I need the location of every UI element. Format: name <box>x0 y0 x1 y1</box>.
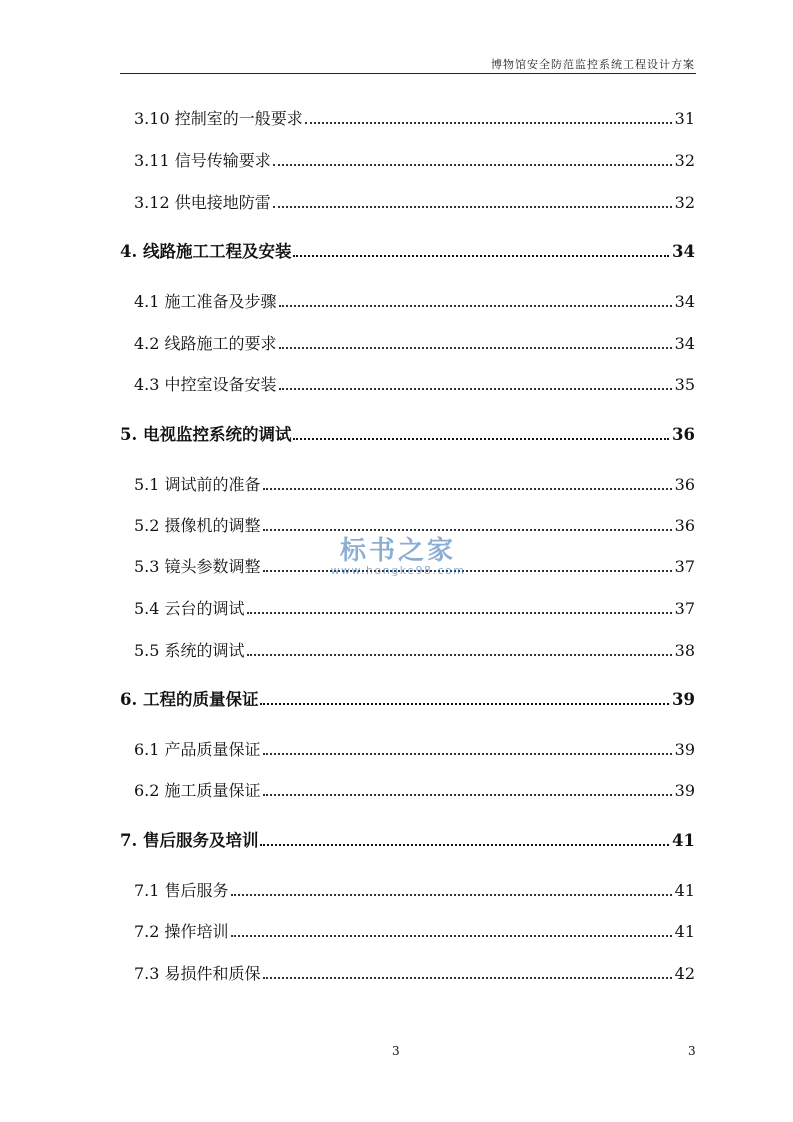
toc-entry-page: 36 <box>674 475 695 494</box>
toc-entry-page: 37 <box>674 599 695 618</box>
toc-entry-page: 34 <box>674 334 695 353</box>
toc-leader-dots <box>263 977 672 979</box>
page-number-center: 3 <box>392 1044 400 1058</box>
toc-leader-dots <box>247 612 672 614</box>
toc-entry-label: 7.3 易损件和质保 <box>134 964 261 983</box>
toc-entry[interactable] <box>134 916 695 942</box>
toc-entry-page: 38 <box>674 641 695 660</box>
toc-leader-dots <box>263 529 672 531</box>
toc-entry[interactable] <box>134 103 695 129</box>
toc-entry[interactable] <box>134 286 695 312</box>
toc-leader-dots <box>293 438 669 440</box>
toc-chapter-entry[interactable] <box>120 684 695 710</box>
toc-chapter-entry[interactable] <box>120 825 695 851</box>
header-title: 博物馆安全防范监控系统工程设计方案 <box>491 58 695 71</box>
toc-entry[interactable] <box>134 369 695 395</box>
toc-entry-label: 6. 工程的质量保证 <box>120 690 259 709</box>
toc-chapter-entry[interactable] <box>120 236 695 262</box>
toc-entry-page: 37 <box>674 557 695 576</box>
toc-entry-label: 7. 售后服务及培训 <box>120 831 259 850</box>
toc-entry[interactable] <box>134 187 695 213</box>
toc-entry-page: 42 <box>674 964 695 983</box>
page-number-right: 3 <box>688 1044 696 1058</box>
toc-entry-label: 7.2 操作培训 <box>134 922 229 941</box>
toc-leader-dots <box>273 164 672 166</box>
toc-leader-dots <box>305 122 672 124</box>
toc-entry-label: 4.2 线路施工的要求 <box>134 334 277 353</box>
toc-leader-dots <box>260 703 669 705</box>
toc-entry-page: 32 <box>674 151 695 170</box>
toc-entry-page: 39 <box>674 781 695 800</box>
toc-entry-page: 31 <box>674 109 695 128</box>
toc-leader-dots <box>231 935 672 937</box>
toc-leader-dots <box>263 794 672 796</box>
toc-entry-label: 5.3 镜头参数调整 <box>134 557 261 576</box>
toc-entry-label: 5.4 云台的调试 <box>134 599 245 618</box>
toc-entry-label: 3.11 信号传输要求 <box>134 151 271 170</box>
toc-entry-label: 5.5 系统的调试 <box>134 641 245 660</box>
toc-entry[interactable] <box>134 775 695 801</box>
toc-entry-page: 41 <box>672 831 695 850</box>
toc-entry-page: 34 <box>672 242 695 261</box>
toc-entry-page: 34 <box>674 292 695 311</box>
toc-entry-label: 5. 电视监控系统的调试 <box>120 425 292 444</box>
toc-entry-label: 7.1 售后服务 <box>134 881 229 900</box>
toc-leader-dots <box>293 255 669 257</box>
toc-leader-dots <box>263 753 672 755</box>
toc-entry-page: 36 <box>672 425 695 444</box>
toc-entry[interactable] <box>134 145 695 171</box>
toc-entry-label: 5.2 摄像机的调整 <box>134 516 261 535</box>
toc-entry-page: 32 <box>674 193 695 212</box>
toc-leader-dots <box>247 654 672 656</box>
toc-leader-dots <box>263 488 672 490</box>
toc-entry-label: 6.2 施工质量保证 <box>134 781 261 800</box>
toc-entry[interactable] <box>134 635 695 661</box>
toc-entry[interactable] <box>134 734 695 760</box>
toc-leader-dots <box>231 894 672 896</box>
toc-leader-dots <box>279 347 672 349</box>
toc-entry[interactable] <box>134 551 695 577</box>
toc-entry-label: 3.10 控制室的一般要求 <box>134 109 303 128</box>
toc-entry-label: 3.12 供电接地防雷 <box>134 193 271 212</box>
toc-entry-page: 41 <box>674 922 695 941</box>
toc-entry[interactable] <box>134 875 695 901</box>
toc-entry[interactable] <box>134 328 695 354</box>
toc-entry-label: 4.3 中控室设备安装 <box>134 375 277 394</box>
toc-entry[interactable] <box>134 593 695 619</box>
toc-entry-page: 36 <box>674 516 695 535</box>
toc-entry-label: 4.1 施工准备及步骤 <box>134 292 277 311</box>
watermark-url: www.hongke98.com <box>330 564 466 577</box>
toc-entry-page: 39 <box>672 690 695 709</box>
toc-entry[interactable] <box>134 958 695 984</box>
toc-entry[interactable] <box>134 510 695 536</box>
toc-entry-label: 6.1 产品质量保证 <box>134 740 261 759</box>
watermark-title: 标书之家 <box>339 536 456 566</box>
toc-entry-page: 41 <box>674 881 695 900</box>
toc-entry-page: 35 <box>674 375 695 394</box>
toc-entry[interactable] <box>134 469 695 495</box>
toc-chapter-entry[interactable] <box>120 419 695 445</box>
toc-entry-label: 5.1 调试前的准备 <box>134 475 261 494</box>
toc-leader-dots <box>279 388 672 390</box>
toc-entry-page: 39 <box>674 740 695 759</box>
toc-leader-dots <box>273 206 672 208</box>
toc-leader-dots <box>279 305 672 307</box>
toc-leader-dots <box>263 570 672 572</box>
toc-entry-label: 4. 线路施工工程及安装 <box>120 242 292 261</box>
toc-leader-dots <box>260 844 669 846</box>
